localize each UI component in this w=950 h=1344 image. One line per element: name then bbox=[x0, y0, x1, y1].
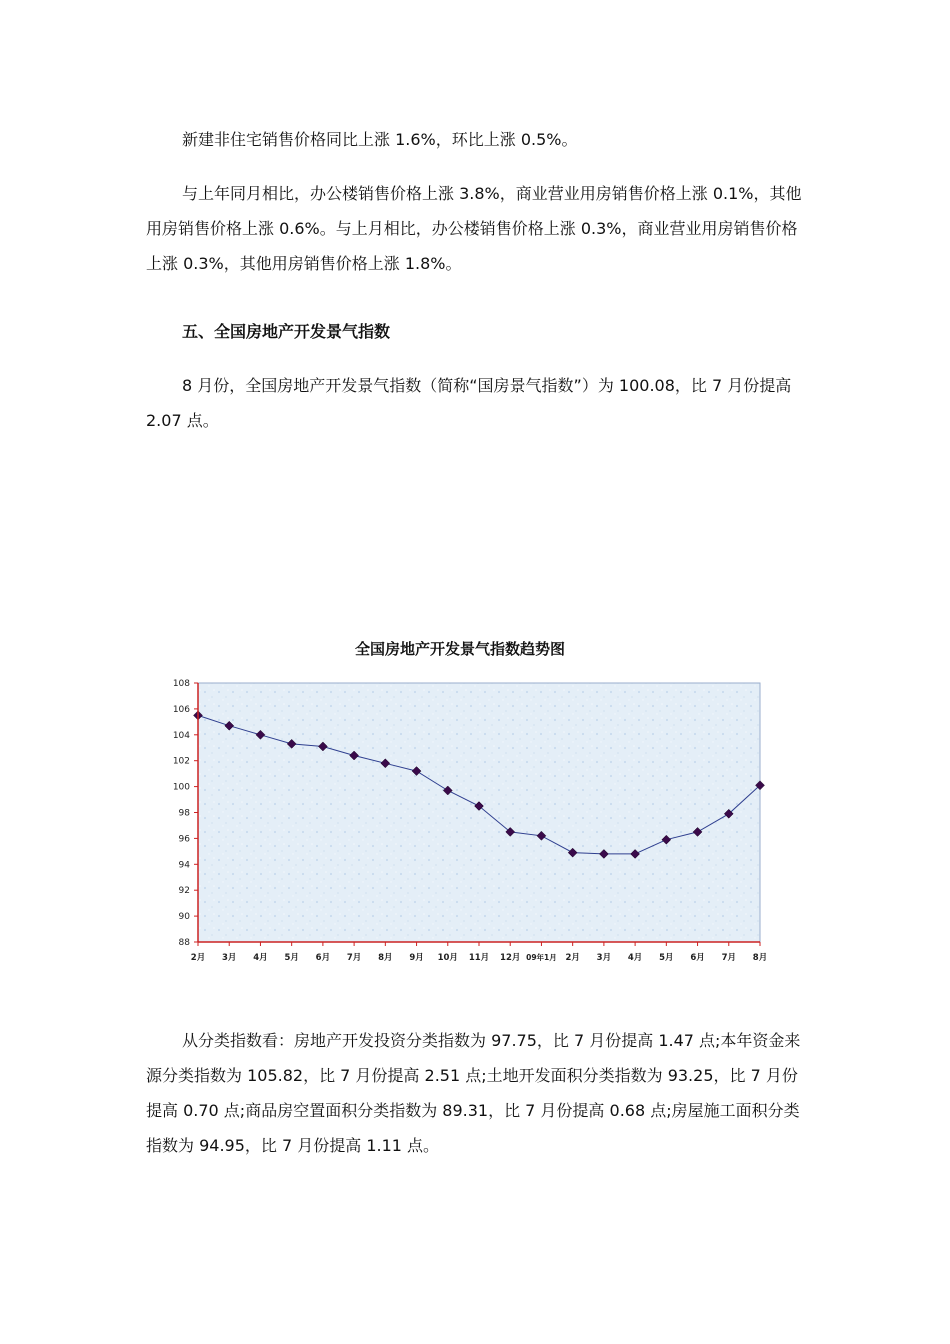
paragraph-index-summary: 8 月份，全国房地产开发景气指数（简称“国房景气指数”）为 100.08，比 7 月份提高 2.07 点。 bbox=[146, 376, 792, 430]
y-tick-label: 106 bbox=[172, 704, 190, 715]
x-tick-label: 10月 bbox=[437, 953, 458, 963]
y-tick-label: 90 bbox=[178, 912, 190, 923]
x-tick-label: 2月 bbox=[190, 953, 206, 963]
x-tick-label: 6月 bbox=[315, 953, 331, 963]
paragraph-sub-indices: 从分类指数看：房地产开发投资分类指数为 97.75，比 7 月份提高 1.47 点;本年资金来源分类指数为 105.82，比 7 月份提高 2.51 点;土地开发面积分类指数为 93.25，比 7 月份提高 0.70 点;商品房空置面积分类指数为 89.31，比 7 月份提高 0.68 点;房屋施工面积分类指数为 94.95，比 7 月份提高 1.11 点。 bbox=[146, 1031, 801, 1155]
x-tick-label: 5月 bbox=[284, 953, 299, 963]
x-tick-label: 12月 bbox=[500, 953, 521, 963]
y-tick-label: 96 bbox=[178, 834, 190, 845]
x-tick-label: 7月 bbox=[346, 953, 362, 963]
x-tick-label: 5月 bbox=[659, 953, 674, 963]
x-tick-label: 8月 bbox=[752, 953, 768, 963]
y-tick-label: 94 bbox=[178, 860, 190, 871]
x-tick-label: 09年1月 bbox=[526, 953, 557, 962]
paragraph-nonresidential bbox=[146, 122, 808, 157]
y-tick-label: 92 bbox=[178, 886, 190, 897]
x-tick-label: 6月 bbox=[690, 953, 705, 963]
plot-area bbox=[198, 683, 760, 942]
y-tick-label: 104 bbox=[172, 730, 190, 741]
y-tick-label: 88 bbox=[178, 938, 190, 948]
y-tick-label: 100 bbox=[172, 782, 190, 793]
y-tick-label: 98 bbox=[178, 808, 190, 819]
x-tick-label: 2月 bbox=[565, 953, 580, 963]
x-tick-label: 3月 bbox=[222, 953, 237, 963]
x-tick-label: 4月 bbox=[627, 953, 643, 963]
x-tick-label: 4月 bbox=[253, 953, 268, 963]
paragraph-office-prices: 与上年同月相比，办公楼销售价格上涨 3.8%，商业营业用房销售价格上涨 0.1%，其他用房销售价格上涨 0.6%。与上月相比，办公楼销售价格上涨 0.3%，商业营业用房销售价格上涨 0.3%，其他用房销售价格上涨 1.8%。 bbox=[146, 184, 802, 273]
chart-title: 全国房地产开发景气指数趋势图 bbox=[354, 640, 566, 658]
x-tick-label: 3月 bbox=[596, 953, 612, 963]
x-tick-label: 9月 bbox=[409, 953, 424, 963]
paragraph-text: 新建非住宅销售价格同比上涨 1.6%，环比上涨 0.5%。 bbox=[182, 130, 578, 149]
trend-chart bbox=[160, 632, 780, 972]
y-tick-label: 108 bbox=[172, 679, 190, 689]
y-axis bbox=[173, 679, 198, 948]
x-axis bbox=[191, 942, 767, 963]
x-tick-label: 7月 bbox=[721, 953, 736, 963]
chart-svg bbox=[160, 632, 780, 972]
x-tick-label: 11月 bbox=[468, 953, 490, 963]
section-heading: 五、全国房地产开发景气指数 bbox=[182, 322, 391, 341]
x-tick-label: 8月 bbox=[378, 953, 393, 963]
y-tick-label: 102 bbox=[172, 756, 190, 767]
